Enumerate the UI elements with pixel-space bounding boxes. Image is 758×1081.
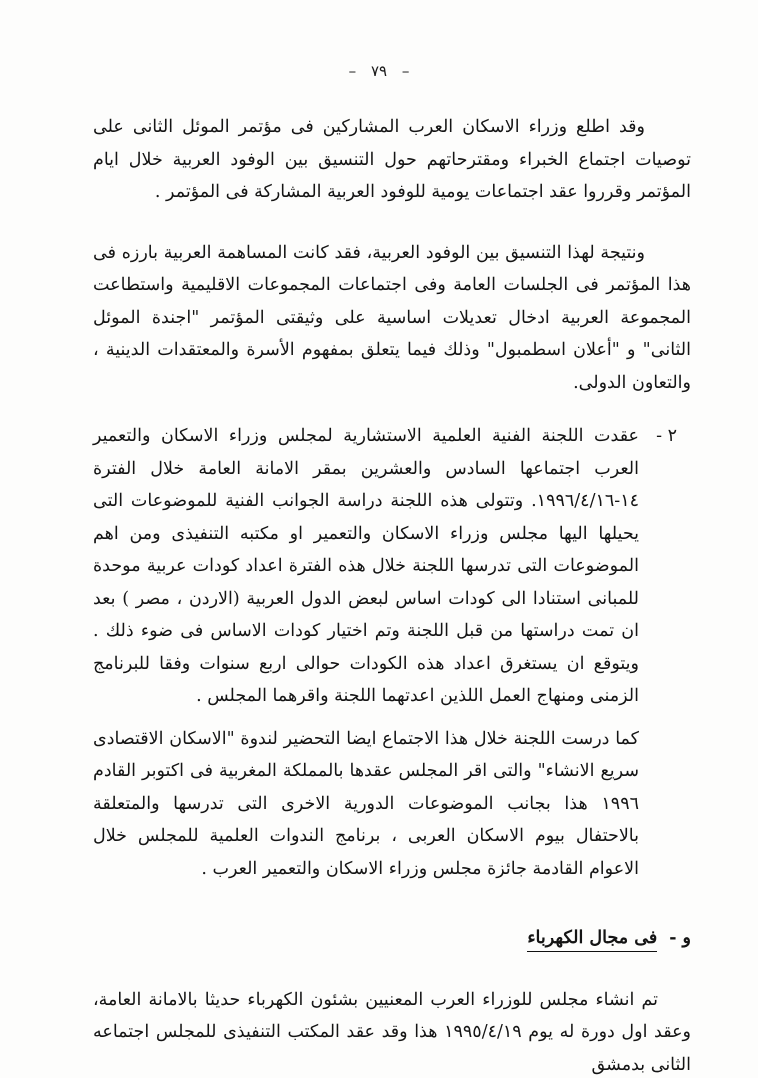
item-number-marker: ٢ - — [656, 420, 677, 453]
paragraph-technical-committee: عقدت اللجنة الفنية العلمية الاستشارية لمجلس وزراء الاسكان والتعمير العرب اجتماعها السادس والعشرين بمقر الامانة العامة خلال الفترة ١٤-١٩٩٦/٤/١٦. وتتولى هذه اللجنة دراسة الجوانب الفنية للموضوعات التى يحيلها اليها مجلس وزراء الاسكان والتعمير او مكتبه التنفيذى ومن اهم الموضوعات التى تدرسها اللجنة خلال هذه الفترة اعداد كودات عربية موحدة للمبانى استنادا الى كودات اساس لبعض الدول العربية (الاردن ، مصر ) بعد ان تمت دراستها من قبل اللجنة وتم اختيار كودات الاساس فى ضوء ذلك . ويتوقع ان يستغرق اعداد هذه الكودات حوالى اربع سنوات وفقا للبرنامج الزمنى ومنهاج العمل اللذين اعدتهما اللجنة واقرهما المجلس . — [93, 420, 639, 713]
section-title: فى مجال الكهرباء — [527, 928, 657, 952]
paragraph-seminar-preparation: كما درست اللجنة خلال هذا الاجتماع ايضا التحضير لندوة "الاسكان الاقتصادى سريع الانشاء" والتى اقر المجلس عقدها بالمملكة المغربية فى اكتوبر القادم ١٩٩٦ هذا بجانب الموضوعات الدورية الاخرى التى تدرسها والمتعلقة بالاحتفال بيوم الاسكان العربى ، برنامج الندوات العلمية للمجلس خلال الاعوام القادمة جائزة مجلس وزراء الاسكان والتعمير العرب . — [93, 723, 639, 886]
paragraph-arab-contribution: ونتيجة لهذا التنسيق بين الوفود العربية، فقد كانت المساهمة العربية بارزه فى هذا المؤتمر فى الجلسات العامة وفى اجتماعات المجموعات الاقليمية واستطاعت المجموعة العربية ادخال تعديلات اساسية على وثيقتى المؤتمر "اجندة الموئل الثانى" و "أعلان اسطمبول" وذلك فيما يتعلق بمفهوم الأسرة والمعتقدات الدينية ، والتعاون الدولى. — [93, 237, 691, 400]
page-number: – ٧٩ – — [0, 62, 758, 80]
section-heading-electricity — [93, 922, 691, 955]
paragraph-electricity-council: تم انشاء مجلس للوزراء العرب المعنيين بشئون الكهرباء حديثا بالامانة العامة، وعقد اول دورة له يوم ١٩٩٥/٤/١٩ هذا وقد عقد المكتب التنفيذى للمجلس اجتماعه الثانى بدمشق — [93, 984, 691, 1081]
paragraph-conference-recommendations: وقد اطلع وزراء الاسكان العرب المشاركين فى مؤتمر الموئل الثانى على توصيات اجتماع الخبراء ومقترحاتهم حول التنسيق بين الوفود العربية خلال ايام المؤتمر وقرروا عقد اجتماعات يومية للوفود العربية المشاركة فى المؤتمر . — [93, 111, 691, 209]
numbered-item-2 — [93, 420, 691, 713]
document-body — [93, 0, 691, 1081]
section-letter: و - — [669, 928, 691, 948]
